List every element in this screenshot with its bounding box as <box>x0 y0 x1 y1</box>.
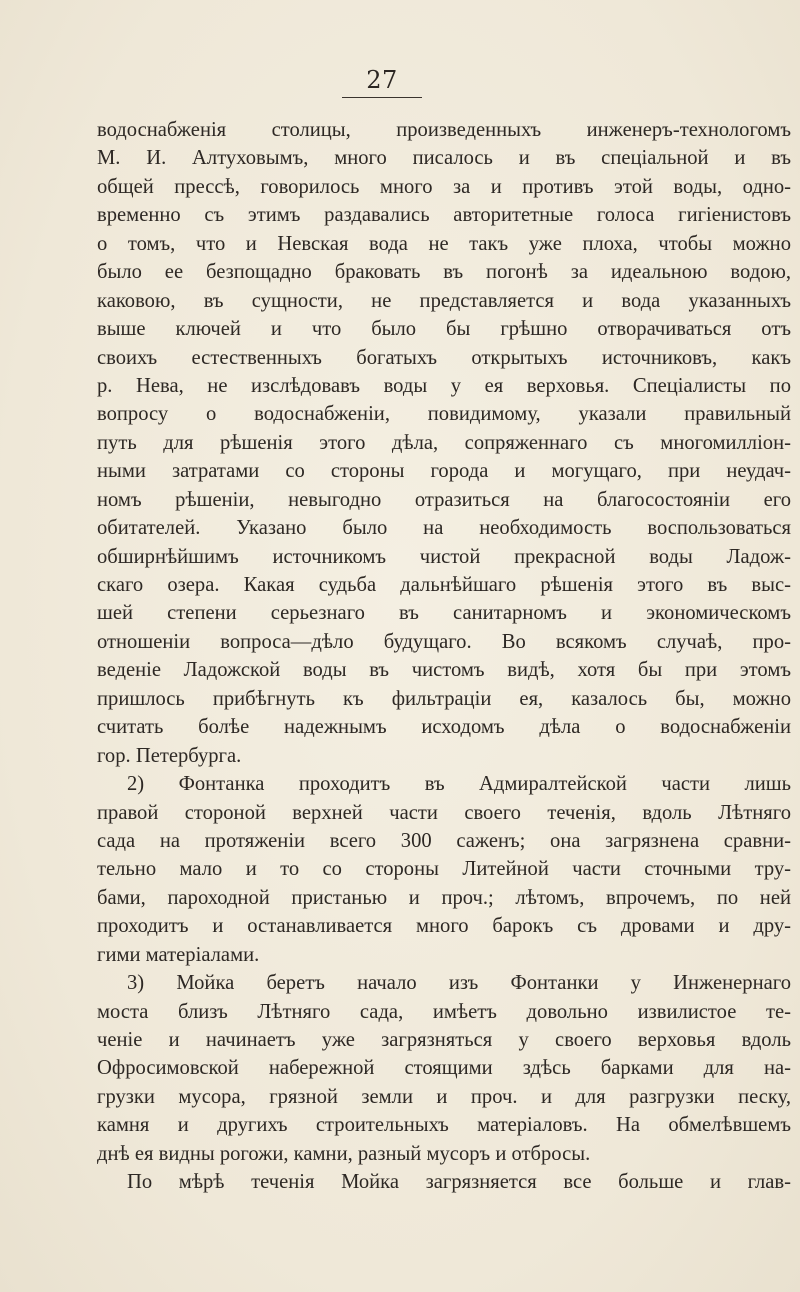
text-line: шей степени серьезнаго въ санитарномъ и экономическомъ <box>97 602 791 625</box>
text-line: камня и другихъ строительныхъ матеріаловъ. На обмелѣвшемъ <box>97 1114 791 1137</box>
text-line: скаго озера. Какая судьба дальнѣйшаго рѣшенія этого въ выс- <box>97 574 791 596</box>
text-line: тельно мало и то со стороны Литейной части сточными тру- <box>97 858 791 881</box>
text-line: проходитъ и останавливается много барокъ съ дровами и дру- <box>97 915 791 938</box>
text-line: общей прессѣ, говорилось много за и противъ этой воды, одно- <box>97 175 791 198</box>
text-line: считать болѣе надежнымъ исходомъ дѣла о водоснабженіи <box>97 716 791 739</box>
text-line: бами, пароходной пристанью и проч.; лѣтомъ, впрочемъ, по ней <box>97 886 791 909</box>
text-line: обширнѣйшимъ источникомъ чистой прекрасной воды Ладож- <box>97 545 791 568</box>
text-line: По мѣрѣ теченія Мойка загрязняется все больше и глав- <box>127 1171 791 1194</box>
text-line: номъ рѣшеніи, невыгодно отразиться на благосостояніи его <box>97 488 791 511</box>
text-line: было ее безпощадно браковать въ погонѣ за идеальною водою, <box>97 261 791 284</box>
text-line: о томъ, что и Невская вода не такъ уже плоха, чтобы можно <box>97 232 791 255</box>
text-line: р. Нева, не изслѣдовавъ воды у ея верховья. Спеціалисты по <box>97 374 791 397</box>
text-line: водоснабженія столицы, произведенныхъ инженеръ-технологомъ <box>97 119 791 141</box>
text-line: сада на протяженіи всего 300 саженъ; она загрязнена сравни- <box>97 829 791 852</box>
text-line: временно съ этимъ раздавались авторитетные голоса гигіенистовъ <box>97 204 791 227</box>
text-line: правой стороной верхней части своего теченія, вдоль Лѣтняго <box>97 801 791 824</box>
text-line: гор. Петербурга. <box>97 744 242 767</box>
text-line: грузки мусора, грязной земли и проч. и для разгрузки песку, <box>97 1085 791 1108</box>
text-line: ченіе и начинаетъ уже загрязняться у своего верховья вдоль <box>97 1029 791 1051</box>
text-line: обитателей. Указано было на необходимость воспользоваться <box>97 517 791 540</box>
text-line: веденіе Ладожской воды въ чистомъ видѣ, хотя бы при этомъ <box>97 659 791 682</box>
text-line: днѣ ея видны рогожи, камни, разный мусоръ и отбросы. <box>97 1142 591 1165</box>
text-line: Офросимовской набережной стоящими здѣсь барками для на- <box>97 1057 791 1080</box>
text-line: выше ключей и что было бы грѣшно отворачиваться отъ <box>97 318 791 341</box>
text-line: пришлось прибѣгнуть къ фильтраціи ея, казалось бы, можно <box>97 687 791 710</box>
text-line: М. И. Алтуховымъ, много писалось и въ спеціальной и въ <box>97 147 791 170</box>
text-line: вопросу о водоснабженіи, повидимому, указали правильный <box>97 403 791 426</box>
text-line: гими матеріалами. <box>97 943 260 966</box>
text-line: ными затратами со стороны города и могущаго, при неудач- <box>97 460 791 483</box>
text-line: своихъ естественныхъ богатыхъ открытыхъ источниковъ, какъ <box>97 346 791 369</box>
text-line: 2) Фонтанка проходитъ въ Адмиралтейской части лишь <box>127 773 791 796</box>
body-text <box>97 116 797 1197</box>
text-line: путь для рѣшенія этого дѣла, сопряженнаго съ многомилліон- <box>97 431 791 454</box>
text-line: каковою, въ сущности, не представляется и вода указанныхъ <box>97 289 791 312</box>
text-line: моста близъ Лѣтняго сада, имѣетъ довольно извилистое те- <box>97 1000 791 1023</box>
text-line: 3) Мойка беретъ начало изъ Фонтанки у Инженернаго <box>127 972 791 995</box>
text-line: отношеніи вопроса—дѣло будущаго. Во всякомъ случаѣ, про- <box>97 630 791 653</box>
page-number: 27 <box>366 66 398 94</box>
page-number-rule <box>342 97 422 98</box>
